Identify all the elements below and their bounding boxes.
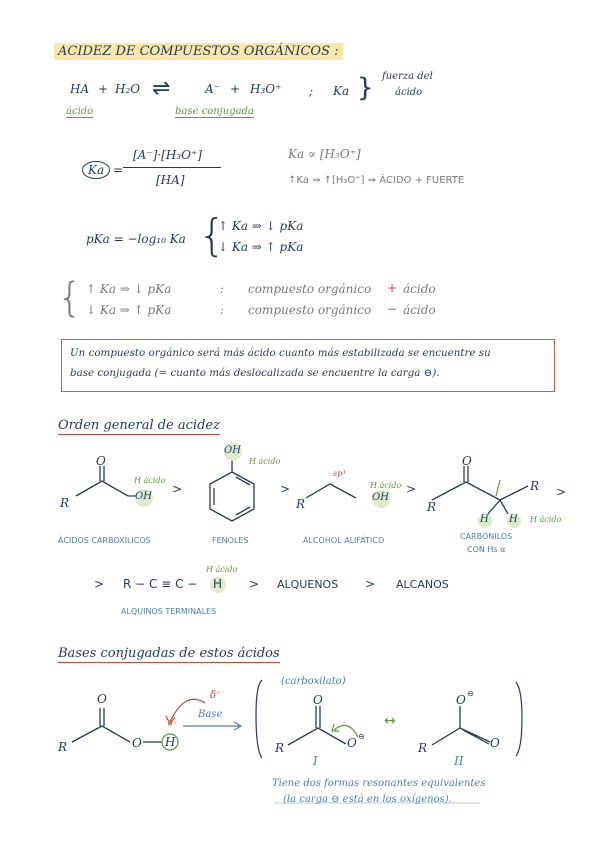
- cmp-row2-colon: :: [220, 303, 225, 317]
- order-gt-4: >: [556, 485, 567, 499]
- ka-proportional: Ka ∝ [H₃O⁺]: [288, 147, 361, 161]
- alcohol-sp3: sp³: [333, 469, 346, 478]
- eq-ha: HA: [70, 82, 90, 96]
- res2-charge: ⊖: [467, 689, 474, 698]
- carboxylate-label: (carboxilato): [281, 676, 346, 687]
- delta-plus: δ⁺: [168, 719, 178, 728]
- ka-denominator: [HA]: [156, 173, 185, 187]
- eq-ka: Ka: [333, 84, 350, 98]
- eq-plus-1: +: [98, 82, 109, 96]
- phenol-double-2: [236, 507, 250, 515]
- alcohol-oh: OH: [372, 492, 389, 503]
- ka-numerator: [A⁻]·[H₃O⁺]: [133, 148, 202, 162]
- phenol-h-acido: H ácido: [249, 457, 281, 466]
- order-gt-6: >: [365, 577, 376, 591]
- carboxylic-oh: OH: [135, 491, 152, 502]
- fuerza-label-1: fuerza del: [382, 71, 433, 82]
- base-acid-skeleton: [72, 726, 130, 742]
- base-acid-o: O: [97, 692, 107, 706]
- res2-r: R: [418, 741, 428, 755]
- ka-equals: =: [113, 163, 124, 177]
- phenol-caption: FENOLES: [212, 536, 249, 545]
- carbonyl-ch-2: [500, 500, 508, 514]
- cmp-row2-left: ↓ Ka ⇒ ↑ pKa: [86, 303, 172, 317]
- cmp-row1-sign: +: [387, 281, 398, 295]
- base-acid-h: H: [165, 735, 176, 749]
- pka-line-1: ↑ Ka ⇒ ↓ pKa: [218, 219, 304, 233]
- eq-a-minus: A⁻: [205, 82, 220, 96]
- res2-skeleton: [432, 728, 490, 745]
- res1-r: R: [275, 741, 285, 755]
- order-heading: Orden general de acidez: [58, 418, 220, 433]
- carboxylic-skeleton: [76, 481, 128, 496]
- res2-co-double: [463, 730, 489, 744]
- ka-relation: ↑Ka ⇒ ↑[H₃O⁺] ⇒ ÁCIDO + FUERTE: [288, 175, 465, 186]
- equilibrium-arrows: ⇌: [152, 76, 171, 101]
- carbonyl-r-left: R: [427, 500, 437, 514]
- alquenos-label: ALQUENOS: [277, 578, 339, 591]
- carboxylic-h-acido: H ácido: [134, 476, 166, 485]
- cmp-row2-right: ácido: [403, 303, 436, 317]
- carbonyl-ch-1: [488, 500, 500, 514]
- cmp-row1-middle: compuesto orgánico: [248, 282, 372, 296]
- base-conjugada-label: base conjugada: [175, 106, 254, 117]
- order-gt-1: >: [172, 482, 183, 496]
- alcanos-label: ALCANOS: [396, 578, 449, 591]
- eq-plus-2: +: [230, 82, 241, 96]
- carbonyl-h-acido: H ácido: [530, 515, 562, 524]
- key-statement-line-2: base conjugada (= cuanto más deslocalizada se encuentre la carga ⊖).: [70, 367, 440, 379]
- page-title: ACIDEZ DE COMPUESTOS ORGÁNICOS :: [54, 44, 343, 59]
- base-label: Base: [198, 709, 223, 720]
- phenol-ring: [210, 472, 254, 521]
- resonance-note-2: (la carga ⊖ está en los oxígenos).: [283, 794, 452, 805]
- delta-minus: δ⁻: [210, 690, 222, 701]
- pka-brace: {: [198, 210, 226, 261]
- carbonyl-o: O: [462, 454, 472, 468]
- key-statement-line-1: Un compuesto orgánico será más ácido cuanto más estabilizada se encuentre su: [70, 347, 491, 359]
- alcohol-skeleton: [306, 484, 356, 498]
- res2-o: O: [456, 693, 466, 707]
- alkyne-caption: ALQUINOS TERMINALES: [121, 607, 217, 616]
- alkyne-h-acido: H ácido: [206, 565, 238, 574]
- res2-roman: II: [454, 754, 464, 768]
- alkyne-formula: R − C ≡ C −: [123, 577, 198, 591]
- carbonyl-caption-2: CON Hs α: [467, 545, 506, 554]
- order-gt-2: >: [280, 482, 291, 496]
- cmp-row2-middle: compuesto orgánico: [248, 303, 372, 317]
- bases-heading: Bases conjugadas de estos ácidos: [58, 646, 280, 661]
- res-bracket-right: [516, 682, 522, 756]
- carboxylic-o: O: [96, 454, 106, 468]
- eq-h2o: H₂O: [115, 82, 141, 96]
- fuerza-label-2: ácido: [395, 87, 423, 98]
- resonance-note-1: Tiene dos formas resonantes equivalentes: [272, 778, 486, 789]
- alcohol-h-acido: H ácido: [370, 481, 402, 490]
- eq-semicolon: ;: [309, 84, 314, 98]
- pka-formula: pKa = −log₁₀ Ka: [86, 232, 186, 246]
- cmp-row2-sign: −: [387, 302, 398, 316]
- carbonyl-r-right: R: [530, 479, 540, 493]
- carbonyl-h-1: H: [480, 514, 489, 525]
- carbonyl-h-2: H: [509, 514, 518, 525]
- alkyne-gt: >: [94, 577, 105, 591]
- carbonyl-skeleton: [432, 482, 528, 500]
- base-acid-r: R: [58, 740, 68, 754]
- pka-line-2: ↓ Ka ⇒ ↑ pKa: [218, 240, 304, 254]
- base-acid-o-h: O: [132, 736, 142, 750]
- res1-o: O: [313, 693, 323, 707]
- res1-o-minus: O: [347, 736, 357, 750]
- res1-charge: ⊖: [358, 732, 365, 741]
- comparison-brace: {: [57, 275, 83, 321]
- order-gt-5: >: [249, 577, 260, 591]
- res1-roman: I: [313, 754, 318, 768]
- alkyne-h: H: [213, 577, 223, 591]
- eq-h3o: H₃O⁺: [250, 82, 282, 96]
- alcohol-r: R: [296, 497, 306, 511]
- eq-brace: }: [357, 73, 374, 103]
- carbonyl-caption-1: CARBONILOS: [460, 532, 513, 541]
- phenol-oh: OH: [224, 445, 241, 456]
- resonance-arrow: ↔: [384, 713, 396, 729]
- order-gt-3: >: [406, 482, 417, 496]
- cmp-row1-colon: :: [220, 282, 225, 296]
- carboxylic-caption: ÁCIDOS CARBOXÍLICOS: [58, 536, 151, 545]
- acido-label: ácido: [66, 106, 94, 117]
- cmp-row1-left: ↑ Ka ⇒ ↓ pKa: [86, 282, 172, 296]
- res2-o2: O: [490, 736, 500, 750]
- alcohol-caption: ALCOHOL ALIFÁTICO: [303, 536, 385, 545]
- res-bracket-left: [256, 680, 262, 758]
- cmp-row1-right: ácido: [403, 282, 436, 296]
- ka-circled: Ka: [82, 161, 110, 179]
- alpha-h-arrow: [496, 480, 500, 496]
- carboxylic-r: R: [60, 496, 70, 510]
